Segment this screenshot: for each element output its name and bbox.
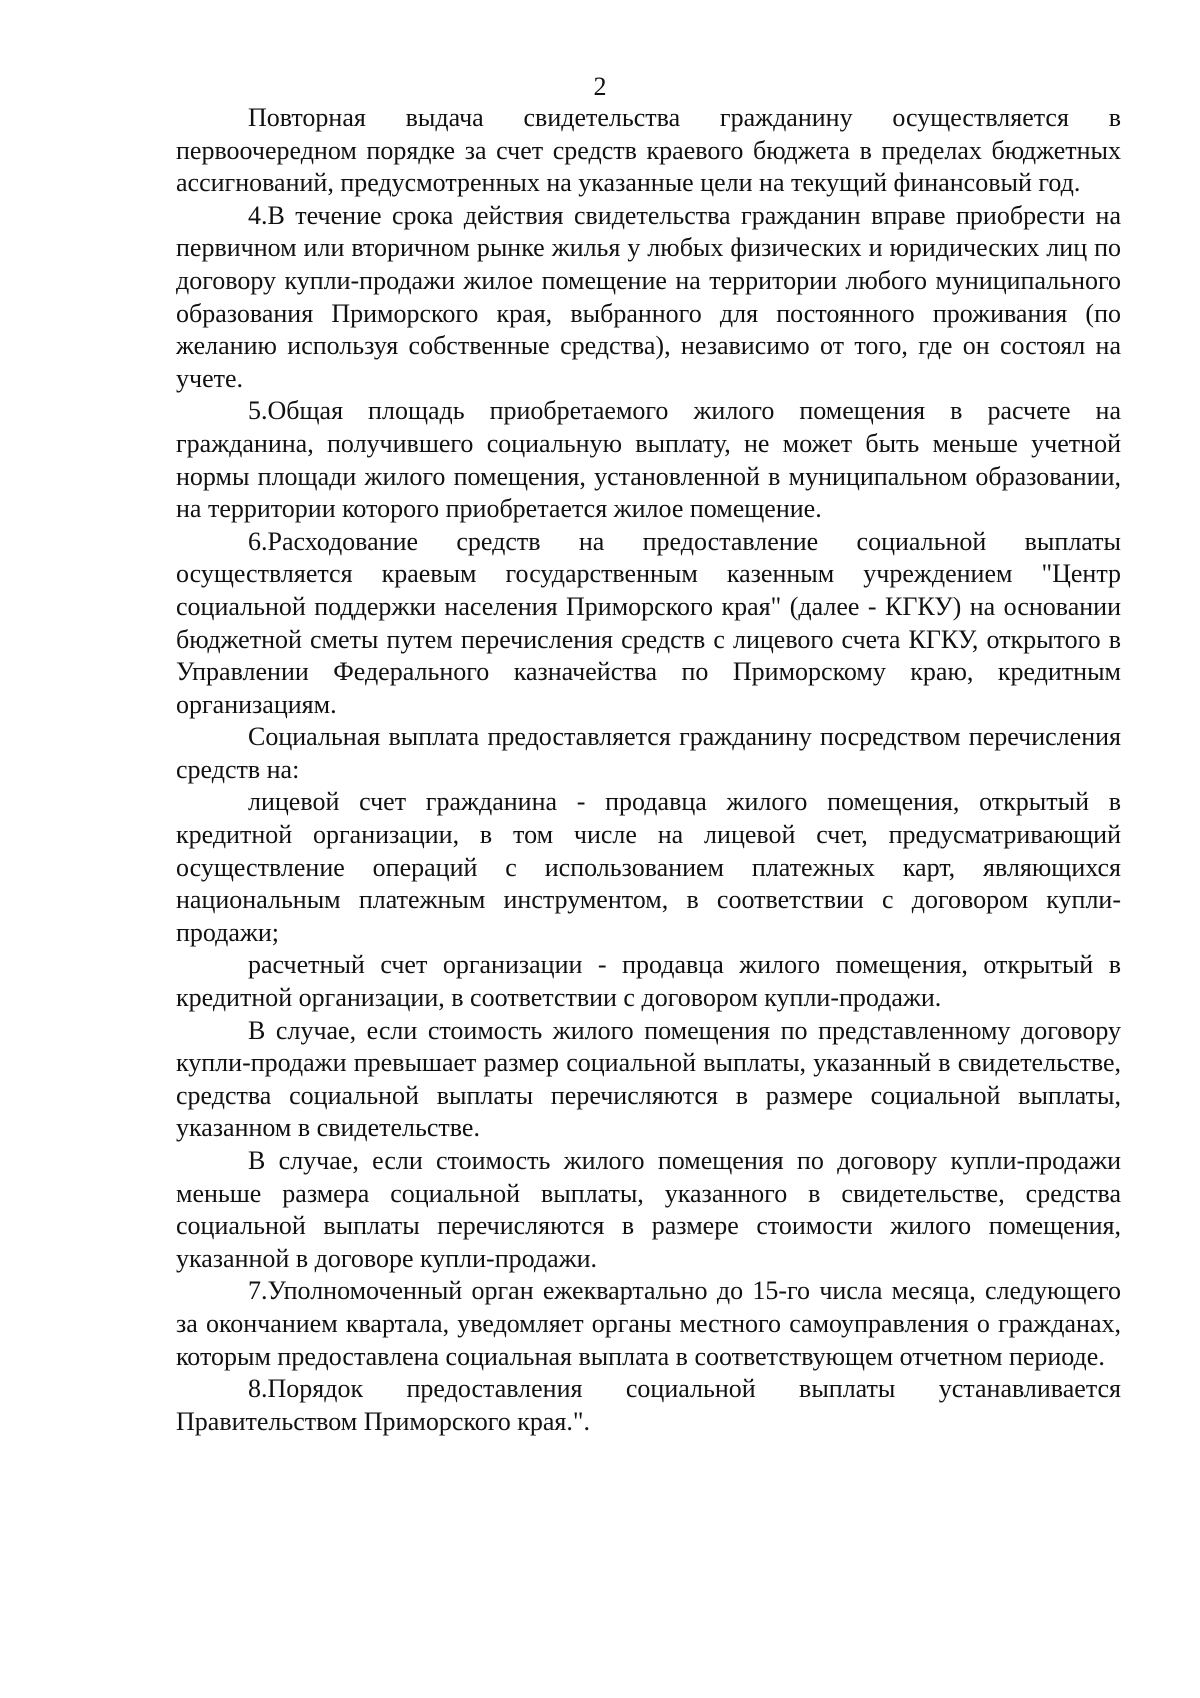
paragraph-item-7: 7.Уполномоченный орган ежеквартально до 15-го числа месяца, следующего за окончанием квартала, уведомляет органы местного самоуправления о гражданах, которым предоставлена социальная выплата в соответствующем отчетном периоде. — [176, 1276, 1121, 1371]
paragraph-personal-account: лицевой счет гражданина - продавца жилого помещения, открытый в кредитной организации, в том числе на лицевой счет, предусматривающий осуществление операций с использованием платежных карт, являющихся национальным платежным инструментом, в соответствии с договором купли-продажи; — [176, 787, 1121, 947]
page-number: 2 — [593, 72, 607, 101]
paragraph-reissue: Повторная выдача свидетельства гражданину осуществляется в первоочередном порядке за счет средств краевого бюджета в пределах бюджетных ассигнований, предусмотренных на указанные цели на текущий финансовый год. — [176, 103, 1121, 198]
paragraph-item-4: 4.В течение срока действия свидетельства гражданин вправе приобрести на первичном или вторичном рынке жилья у любых физических и юридических лиц по договору купли-продажи жилое помещение на территории любого муниципального образования Приморского края, выбранного для постоянного проживания (по желанию используя собственные средства), независимо от того, где он состоял на учете. — [176, 200, 1121, 393]
paragraph-item-5: 5.Общая площадь приобретаемого жилого помещения в расчете на гражданина, получившего социальную выплату, не может быть меньше учетной нормы площади жилого помещения, установленной в муниципальном образовании, на территории которого приобретается жилое помещение. — [176, 396, 1121, 524]
paragraph-payment-transfer: Социальная выплата предоставляется гражданину посредством перечисления средств на: — [176, 722, 1121, 784]
paragraph-price-lower: В случае, если стоимость жилого помещения по договору купли-продажи меньше размера социальной выплаты, указанного в свидетельстве, средства социальной выплаты перечисляются в размере стоимости жилого помещения, указанной в договоре купли-продажи. — [176, 1146, 1121, 1273]
paragraph-settlement-account: расчетный счет организации - продавца жилого помещения, открытый в кредитной организации, в соответствии с договором купли-продажи. — [176, 950, 1121, 1013]
document-body — [176, 102, 1121, 1438]
paragraph-item-8: 8.Порядок предоставления социальной выплаты устанавливается Правительством Приморского края.". — [176, 1374, 1121, 1436]
paragraph-price-exceeds: В случае, если стоимость жилого помещения по представленному договору купли-продажи превышает размер социальной выплаты, указанный в свидетельстве, средства социальной выплаты перечисляются в размере социальной выплаты, указанном в свидетельстве. — [176, 1015, 1121, 1143]
paragraph-item-6: 6.Расходование средств на предоставление социальной выплаты осуществляется краевым государственным казенным учреждением "Центр социальной поддержки населения Приморского края" (далее - КГКУ) на основании бюджетной сметы путем перечисления средств с лицевого счета КГКУ, открытого в Управлении Федерального казначейства по Приморскому краю, кредитным организациям. — [176, 526, 1121, 719]
